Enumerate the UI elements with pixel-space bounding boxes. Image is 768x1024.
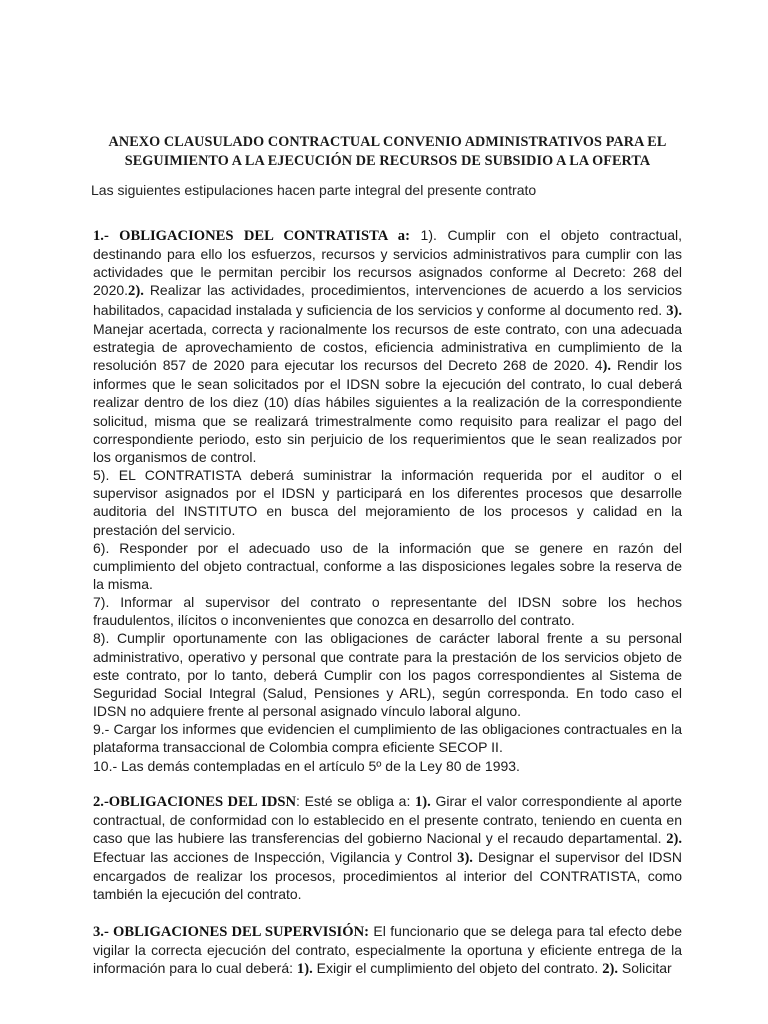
item-8-paragraph: 8). Cumplir oportunamente con las obligaciones de carácter laboral frente a su personal administrativo, operativo y personal que contrate para la prestación de los servicios objeto de este contrato, por lo tanto, deberá Cumplir con los pagos correspondientes al Sistema de Seguridad Social Integral (Salud, Pensiones y ARL), según corresponda. En todo caso el IDSN no adquiere frente al personal asignado vínculo laboral alguno. bbox=[93, 630, 682, 720]
section-3-paragraph bbox=[93, 922, 682, 978]
document-title bbox=[93, 133, 682, 171]
section-idsn-obligations bbox=[93, 792, 682, 904]
document-title-line-1: ANEXO CLAUSULADO CONTRACTUAL CONVENIO ADMINISTRATIVOS PARA EL bbox=[108, 134, 667, 150]
document-title-line-2: SEGUIMIENTO A LA EJECUCIÓN DE RECURSOS DE SUBSIDIO A LA OFERTA bbox=[124, 153, 651, 169]
section-2-item-3-text: Designar el supervisor del IDSN encargados de realizar los procesos, procedimientos al interior del CONTRATISTA, como también la ejecución del contrato. bbox=[93, 849, 682, 903]
item-4-text: Rendir los informes que le sean solicitados por el IDSN sobre la ejecución del contrato, lo cual deberá realizar dentro de los diez (10) días hábiles siguientes a la realización de la correspondiente solicitud, misma que se realizará trimestralmente como requisito para realizar el pago del correspondiente periodo, esto sin perjuicio de los requerimientos que le sean realizados por los organismos de control. bbox=[93, 357, 682, 465]
item-2-number: 2). bbox=[128, 283, 144, 300]
item-2-text: Realizar las actividades, procedimientos, intervenciones de acuerdo a los servicios habilitados, capacidad instalada y suficiencia de los servicios y conforme al documento red. bbox=[93, 282, 682, 318]
item-7-paragraph: 7). Informar al supervisor del contrato o representante del IDSN sobre los hechos fraudulentos, ilícitos o inconvenientes que conozca en desarrollo del contrato. bbox=[93, 594, 682, 629]
section-supervision-obligations bbox=[93, 922, 682, 978]
section-2-heading: 2.-OBLIGACIONES DEL IDSN bbox=[93, 793, 297, 810]
section-2-item-1-text: Girar el valor correspondiente al aporte contractual, de conformidad con lo establecido en el presente contrato, teniendo en cuenta en caso que las hubiere las transferencias del gobierno Nacional y el recaudo departamental. bbox=[93, 792, 682, 846]
section-2-item-3-number: 3). bbox=[457, 850, 473, 867]
section-1-main-paragraph bbox=[93, 226, 682, 466]
item-9-paragraph: 9.- Cargar los informes que evidencien el cumplimiento de las obligaciones contractuales en la plataforma transaccional de Colombia compra eficiente SECOP II. bbox=[93, 721, 682, 756]
section-2-item-2-text: Efectuar las acciones de Inspección, Vigilancia y Control bbox=[93, 849, 458, 866]
item-6-paragraph: 6). Responder por el adecuado uso de la información que se genere en razón del cumplimiento del objeto contractual, conforme a las disposiciones legales sobre la reserva de la misma. bbox=[93, 539, 682, 592]
section-3-intro-text: El funcionario que se delega para tal efecto debe vigilar la correcta ejecución del contrato, especialmente la oportuna y eficiente entrega de la información para lo cual deberá: bbox=[93, 922, 682, 976]
item-4-number: ). bbox=[602, 358, 612, 375]
section-1-heading: 1.- OBLIGACIONES DEL CONTRATISTA a: bbox=[93, 228, 410, 244]
section-2-item-1-number: 1). bbox=[414, 793, 431, 810]
section-3-item-1-text: Exigir el cumplimiento del objeto del contrato. bbox=[312, 959, 603, 976]
item-3-number: 3). bbox=[666, 302, 682, 319]
section-3-item-2-text: Solicitar bbox=[618, 959, 672, 976]
section-2-intro-text: : Esté se obliga a: bbox=[296, 792, 415, 809]
section-2-item-2-number: 2). bbox=[666, 831, 682, 847]
section-2-paragraph bbox=[93, 792, 682, 904]
item-5-paragraph: 5). EL CONTRATISTA deberá suministrar la información requerida por el auditor o el supervisor asignados por el IDSN y participará en los diferentes procesos que desarrolle auditoria del INSTITUTO en busca del mejoramiento de los procesos y calidad en la prestación del servicio. bbox=[93, 467, 682, 538]
item-3-text: Manejar acertada, correcta y racionalmente los recursos de este contrato, con una adecuada estrategia de aprovechamiento de costos, eficiencia administrativa en cumplimiento de la resolución 857 de 2020 para ejecutar los recursos del Decreto 268 de 2020. 4 bbox=[93, 320, 682, 374]
section-3-item-2-number: 2). bbox=[602, 960, 619, 977]
section-3-item-1-number: 1). bbox=[296, 960, 313, 977]
section-3-heading: 3.- OBLIGACIONES DEL SUPERVISIÓN: bbox=[93, 923, 369, 940]
section-contratista-obligations bbox=[93, 226, 682, 775]
item-1-text: 1). Cumplir con el objeto contractual, destinando para ello los esfuerzos, recursos y servicios administrativos para cumplir con las actividades que le permitan percibir los recursos asignados conforme al Decreto: 268 del 2020. bbox=[93, 227, 682, 299]
item-10-paragraph: 10.- Las demás contempladas en el artículo 5º de la Ley 80 de 1993. bbox=[93, 757, 520, 774]
intro-paragraph: Las siguientes estipulaciones hacen parte integral del presente contrato bbox=[91, 182, 537, 198]
